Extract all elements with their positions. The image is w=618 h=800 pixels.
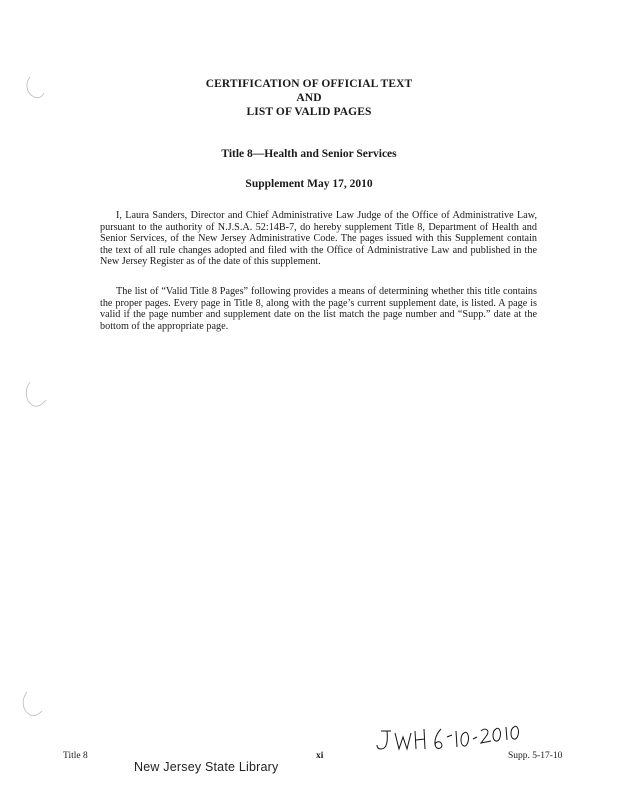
heading-and: AND [296,92,322,104]
certification-paragraph: I, Laura Sanders, Director and Chief Administrative Law Judge of the Office of Administrative Law, pursuant to the authority of N.J.S.A. 52:14B-7, do hereby supplement Title 8, Department of Health and Senior Services, of the New Jersey Administrative Code. The pages issued with this Supplement contain the text of all rule changes adopted and filed with the Office of Administrative Law and published in the New Jersey Register as of the date of this supplement. [100,210,537,268]
heading-list-of-valid-pages: LIST OF VALID PAGES [246,106,372,118]
footer-supplement-date: Supp. 5-17-10 [508,751,563,761]
supplement-date-heading: Supplement May 17, 2010 [245,178,373,190]
handwritten-initials-signature [375,723,525,759]
footer-title: Title 8 [63,751,88,761]
heading-certification: CERTIFICATION OF OFFICIAL TEXT [205,78,413,90]
footer-page-number: xi [316,751,324,761]
punch-mark-bottom [18,690,44,720]
title-heading: Title 8—Health and Senior Services [221,148,397,160]
valid-pages-paragraph: The list of “Valid Title 8 Pages” following provides a means of determining whether this title contains the proper pages. Every page in Title 8, along with the page’s current supplement date, is listed. A page is valid if the page number and supplement date on the list match the page number and “Supp.” date at the bottom of the appropriate page. [100,286,537,332]
library-stamp: New Jersey State Library [134,760,279,774]
punch-mark-middle [20,380,48,410]
